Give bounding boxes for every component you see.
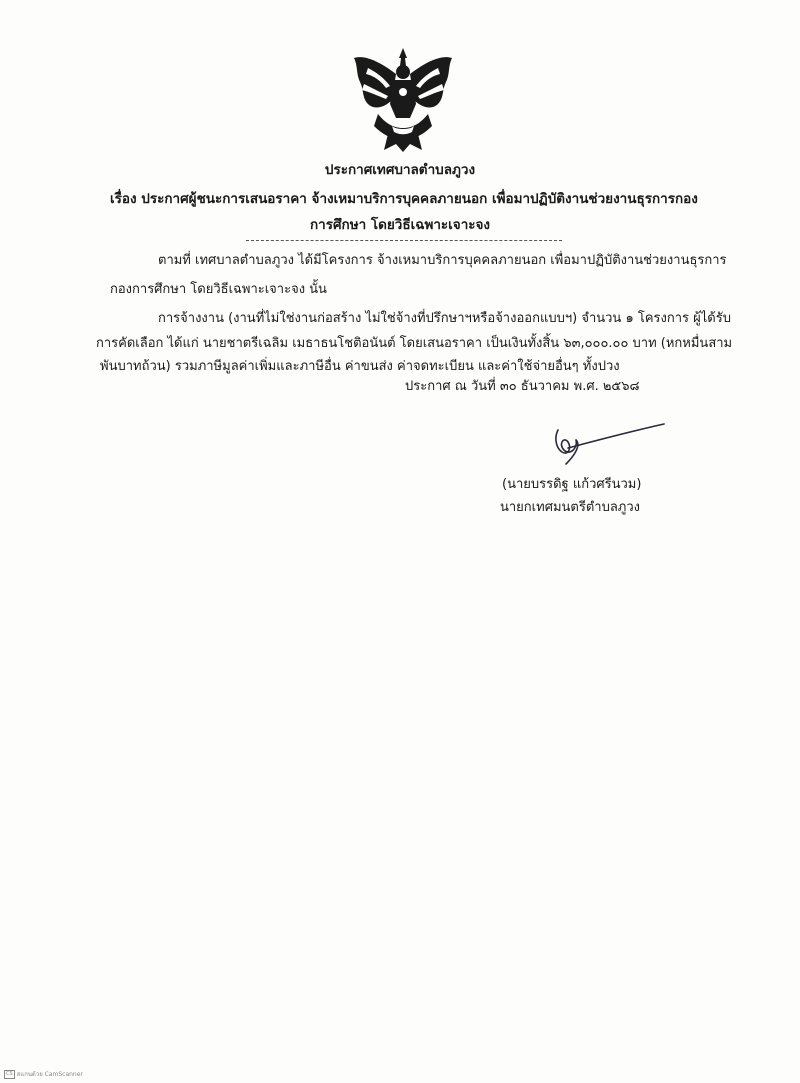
paragraph-1-line-1: ตามที่ เทศบาลตำบลภูวง ได้มีโครงการ จ้างเหมาบริการบุคคลภายนอก เพื่อมาปฏิบัติงานช่วยงานธุรการ: [158, 253, 727, 268]
scanner-text: สแกนด้วย CamScanner: [16, 1071, 83, 1078]
subject-line: เรื่อง ประกาศผู้ชนะการเสนอราคา จ้างเหมาบริการบุคคลภายนอก เพื่อมาปฏิบัติงานช่วยงานธุรการกอง: [110, 191, 698, 207]
paragraph-2-line-1: การจ้างงาน (งานที่ไม่ใช่งานก่อสร้าง ไม่ใช่จ้างที่ปรึกษาฯหรือจ้างออกแบบฯ) จำนวน ๑ โครงการ ผู้ได้รับ: [158, 311, 731, 326]
subject-line-continued: การศึกษา โดยวิธีเฉพาะเจาะจง: [309, 217, 491, 233]
paragraph-2-line-2: การคัดเลือก ได้แก่ นายชาตรีเฉลิม เมธาธนโชติอนันต์ โดยเสนอราคา เป็นเงินทั้งสิ้น ๖๓,๐๐๐.๐๐ บาท (หกหมื่นสาม: [96, 336, 733, 351]
signer-name: (นายบรรดิฐ แก้วศรีนวม): [502, 477, 642, 492]
announcement-date: ประกาศ ณ วันที่ ๓๐ ธันวาคม พ.ศ. ๒๕๖๘: [405, 379, 640, 394]
handwritten-signature: [528, 418, 668, 468]
paragraph-2-line-3: พันบาทถ้วน) รวมภาษีมูลค่าเพิ่มและภาษีอื่น ค่าขนส่ง ค่าจดทะเบียน และค่าใช้จ่ายอื่นๆ ทั้งปวง: [100, 359, 620, 374]
scanner-watermark: [4, 1069, 83, 1079]
document-title: ประกาศเทศบาลตำบลภูวง: [324, 162, 476, 178]
header-divider: [246, 240, 562, 241]
paragraph-1-line-2: กองการศึกษา โดยวิธีเฉพาะเจาะจง นั้น: [110, 282, 327, 297]
scanner-badge: CS: [6, 1070, 13, 1077]
garuda-emblem-icon: [348, 44, 458, 156]
signer-title: นายกเทศมนตรีตำบลภูวง: [500, 500, 640, 515]
